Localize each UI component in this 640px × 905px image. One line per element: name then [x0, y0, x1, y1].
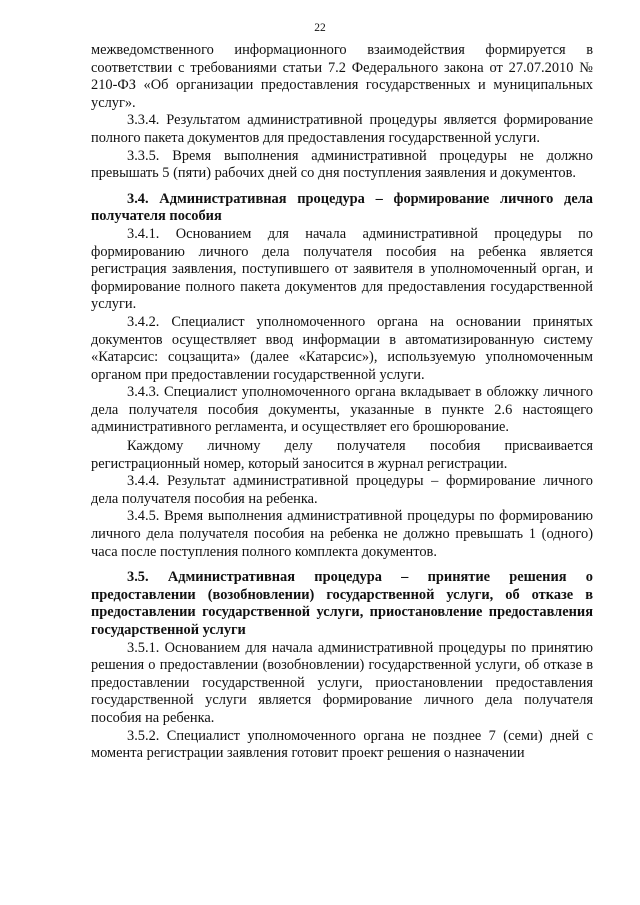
heading-3-5: 3.5. Административная процедура – принятие решения о предоставлении (возобновлении) государственной услуги, об отказе в предоставлении государственной услуги, приостановление предоставления государственной услуги: [91, 569, 593, 638]
paragraph-3-3-4: 3.3.4. Результатом административной процедуры является формирование полного пакета документов для предоставления государственной услуги.: [91, 112, 593, 146]
paragraph-3-5-1: 3.5.1. Основанием для начала административной процедуры по принятию решения о предоставлении (возобновлении) государственной услуги, об отказе в предоставлении государственной услуги, приостановлении предоставления государственной услуги является формирование личного дела получателя пособия на ребенка.: [91, 639, 593, 726]
page-number: 22: [314, 22, 326, 34]
paragraph-3-4-2: 3.4.2. Специалист уполномоченного органа на основании принятых документов осуществляет ввод информации в автоматизированную систему «Катарсис: соцзащита» (далее «Катарсис»), используемую уполномоченным органом при предоставлении государственной услуги.: [91, 313, 593, 383]
heading-3-4: 3.4. Административная процедура – формирование личного дела получателя пособия: [91, 190, 593, 225]
paragraph-3-4-1: 3.4.1. Основанием для начала административной процедуры по формированию личного дела получателя пособия на ребенка является регистрация заявления, поступившего от заявителя в уполномоченный орган, и формирование полного пакета документов для предоставления государственной услуги.: [91, 225, 593, 313]
paragraph-continuation: межведомственного информационного взаимодействия формируется в соответствии с требованиями статьи 7.2 Федерального закона от 27.07.2010 № 210-ФЗ «Об организации предоставления государственных и муниципальных услуг».: [91, 42, 593, 111]
paragraph-3-5-2: 3.5.2. Специалист уполномоченного органа не позднее 7 (семи) дней с момента регистрации заявления готовит проект решения о назначении: [91, 727, 593, 762]
paragraph-3-4-3: 3.4.3. Специалист уполномоченного органа вкладывает в обложку личного дела получателя пособия документы, указанные в пункте 2.6 настоящего административного регламента, и осуществляет его брошюрование.: [91, 384, 593, 436]
paragraph-3-4-4: 3.4.4. Результат административной процедуры – формирование личного дела получателя пособия на ребенка.: [91, 473, 593, 507]
paragraph-registration-number: Каждому личному делу получателя пособия присваивается регистрационный номер, который заносится в журнал регистрации.: [91, 438, 593, 472]
document-body: [91, 42, 593, 763]
paragraph-3-4-5: 3.4.5. Время выполнения административной процедуры по формированию личного дела получателя пособия на ребенка не должно превышать 1 (одного) часа после поступления полного комплекта документов.: [91, 508, 593, 560]
paragraph-3-3-5: 3.3.5. Время выполнения административной процедуры не должно превышать 5 (пяти) рабочих дней со дня поступления заявления и документов.: [91, 147, 593, 182]
